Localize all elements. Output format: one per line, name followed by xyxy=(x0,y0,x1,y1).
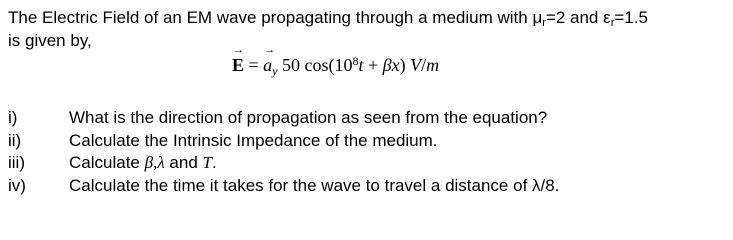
question-text-end: . xyxy=(211,153,217,172)
question-number: i) xyxy=(8,108,18,127)
question-text: Calculate the time it takes for the wave to travel a distance of λ/8. xyxy=(69,175,560,195)
intro-given-by: is given by, xyxy=(8,31,92,50)
epsilon-subscript: r xyxy=(610,17,615,29)
field-symbol: E xyxy=(232,55,245,75)
question-number: iv) xyxy=(8,175,26,195)
mu-value: =2 and xyxy=(545,8,604,27)
problem-intro xyxy=(8,6,728,52)
question-item xyxy=(8,152,728,175)
epsilon-symbol: ε xyxy=(603,8,611,27)
question-text-and: and xyxy=(164,153,203,172)
field-equation xyxy=(232,44,440,78)
vector-arrow-icon: → xyxy=(233,44,244,56)
question-number: ii) xyxy=(8,130,22,150)
question-text-group xyxy=(69,152,728,175)
electric-field-vector xyxy=(232,44,245,76)
question-item xyxy=(8,130,728,153)
amplitude-cos: 50 cos(10 xyxy=(277,55,353,75)
epsilon-value: =1.5 xyxy=(614,8,648,27)
question-list xyxy=(8,107,728,197)
close-paren: ) xyxy=(399,55,411,75)
unit-separator: / xyxy=(421,55,427,75)
unit-vector-subscript: y xyxy=(272,64,278,78)
question-math-beta-lambda: β,λ xyxy=(144,153,165,172)
x-variable: x xyxy=(391,55,400,75)
question-item xyxy=(8,175,728,198)
question-item xyxy=(8,107,728,130)
intro-text: The Electric Field of an EM wave propagating through a medium with xyxy=(8,8,533,27)
mu-symbol: μ xyxy=(532,8,543,27)
plus-sign: + xyxy=(363,55,383,75)
question-text: Calculate xyxy=(69,153,145,172)
question-math-period: T xyxy=(202,153,212,172)
unit-vector xyxy=(263,44,278,78)
beta-symbol: β xyxy=(382,55,392,75)
unit-meter: m xyxy=(426,55,440,75)
exponent: 8 xyxy=(352,54,359,68)
question-text: Calculate the Intrinsic Impedance of the medium. xyxy=(69,130,438,150)
question-number: iii) xyxy=(8,153,25,172)
question-text: What is the direction of propagation as seen from the equation? xyxy=(69,108,548,127)
time-variable: t xyxy=(358,55,364,75)
equals-sign: = xyxy=(244,55,264,75)
unit-vector-symbol: a xyxy=(263,55,273,75)
vector-arrow-icon: → xyxy=(264,44,276,56)
unit-volt: V xyxy=(410,55,422,75)
mu-subscript: r xyxy=(542,17,546,29)
